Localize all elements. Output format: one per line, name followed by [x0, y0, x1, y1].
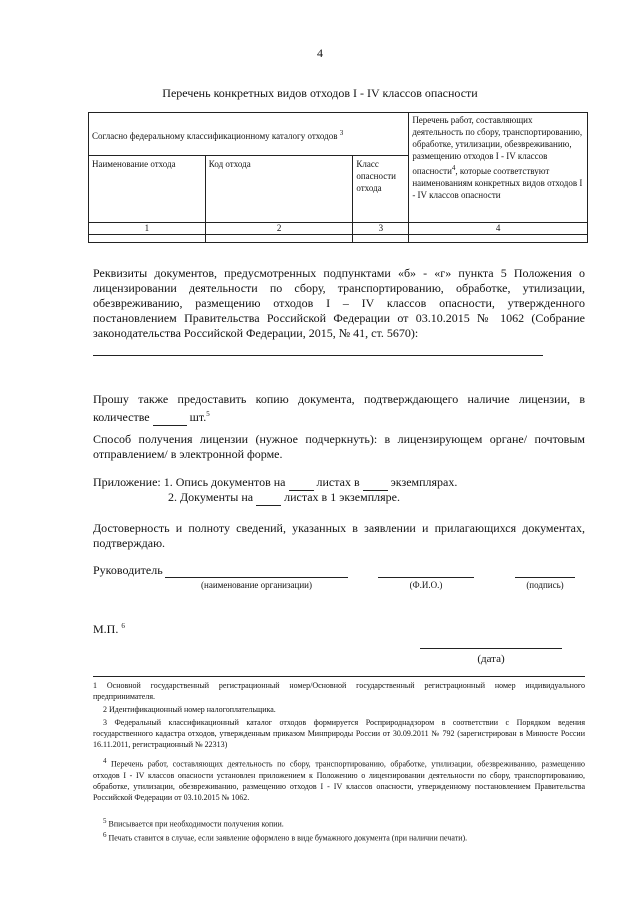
organization-caption: (наименование организации) [201, 580, 312, 590]
stamp-label [93, 622, 125, 637]
footnote-3 [93, 717, 585, 750]
works-header-cell [409, 113, 588, 223]
page-title: Перечень конкретных видов отходов I - IV классов опасности [162, 86, 478, 100]
organization-name-line[interactable] [165, 577, 348, 578]
requisites-paragraph: Реквизиты документов, предусмотренных подпунктами «б» - «г» пункта 5 Положения о лицензировании деятельности по сбору, транспортированию, обработке, утилизации, обезвреживанию, размещению отходов I – IV классов опасности, утвержденного постановлением Правительства Российской Федерации от 03.10.2015 № 1062 (Собрание законодательства Российской Федерации, 2015, № 41, ст. 5670): [93, 266, 585, 340]
col-header-name: Наименование отхода [89, 156, 206, 223]
stamp-footnote-mark: 6 [121, 622, 125, 630]
signature-line[interactable] [515, 577, 575, 578]
footnote-mark: 1 [93, 681, 97, 690]
fio-line[interactable] [378, 577, 474, 578]
date-line[interactable] [420, 648, 562, 649]
works-header-footnote-mark: 4 [451, 164, 456, 172]
footnote-4 [93, 756, 585, 803]
works-header-tail: , которые соответствуют наименованиям конкретных видов отходов I - IV классов опасности [412, 166, 583, 200]
catalog-header-footnote-mark: 3 [339, 128, 344, 137]
attachment-2-text-2: листах в 1 экземпляре. [284, 490, 400, 504]
copy-count-blank[interactable] [153, 410, 187, 426]
table-row-empty-cell[interactable] [409, 235, 588, 243]
attachments-line-2 [168, 489, 400, 506]
footnote-text: Печать ставится в случае, если заявление оформлено в виде бумажного документа (при наличии печати). [108, 833, 468, 843]
col-number-2: 2 [205, 223, 353, 235]
footnote-5 [93, 816, 585, 830]
footnote-mark: 3 [103, 718, 107, 727]
stamp-text: М.П. [93, 622, 119, 636]
copy-request-text: Прошу также предоставить копию документа, подтверждающего наличие лицензии, в количестве [93, 392, 585, 424]
copy-request-footnote-mark: 5 [206, 410, 210, 418]
page-number: 4 [317, 46, 323, 60]
table-row-empty-cell[interactable] [353, 235, 409, 243]
col-number-4: 4 [409, 223, 588, 235]
copy-request-unit: шт. [189, 410, 207, 424]
table-row-empty-cell[interactable] [89, 235, 206, 243]
attachment-1-text: 1. Опись документов на [163, 475, 286, 489]
footnote-mark: 5 [103, 817, 107, 825]
method-paragraph: Способ получения лицензии (нужное подчеркнуть): в лицензирующем органе/ почтовым отправлением/ в электронной форме. [93, 432, 585, 461]
catalog-header-cell [89, 113, 409, 156]
footnote-mark: 4 [103, 757, 107, 765]
col-header-class: Класс опасности отхода [353, 156, 409, 223]
footnote-mark: 6 [103, 831, 107, 839]
attachment-2-text: 2. Документы на [168, 490, 254, 504]
footnote-text: Перечень работ, составляющих деятельность по сбору, транспортированию, обработке, утилизации, обезвреживанию, размещению отходов I - IV классов опасности установлен приложением к Положению о лицензировании деятельности по сбору, транспортированию, обработке, утилизации, обезвреживанию, размещению отходов I - IV классов опасности, утвержденному постановлением Правительства Российской Федерации от 03.10.2015 № 1062. [93, 759, 586, 802]
head-label: Руководитель [93, 563, 163, 577]
footnotes-divider [93, 676, 585, 677]
confirmation-paragraph: Достоверность и полноту сведений, указанных в заявлении и прилагающихся документах, подтверждаю. [93, 521, 585, 550]
footnote-mark: 2 [103, 705, 107, 714]
copy-request-paragraph [93, 392, 585, 426]
attachments-label: Приложение: [93, 475, 161, 489]
waste-types-table [88, 112, 588, 243]
col-number-1: 1 [89, 223, 206, 235]
attachment-2-pages-blank[interactable] [256, 489, 281, 506]
attachment-1-text-3: экземплярах. [390, 475, 458, 489]
col-header-code: Код отхода [205, 156, 353, 223]
footnote-1 [93, 680, 585, 702]
attachment-1-text-2: листах в [316, 475, 360, 489]
footnote-text: Вписывается при необходимости получения копии. [108, 819, 284, 829]
date-caption: (дата) [477, 653, 505, 665]
footnote-text: Основной государственный регистрационный номер/Основной государственный регистрационный номер индивидуального предпринимателя. [93, 681, 585, 701]
table-row-empty-cell[interactable] [205, 235, 353, 243]
col-number-3: 3 [353, 223, 409, 235]
footnote-text: Идентификационный номер налогоплательщика. [109, 705, 276, 714]
catalog-header: Согласно федеральному классификационному каталогу отходов [92, 130, 338, 141]
works-header: Перечень работ, составляющих деятельность по сбору, транспортированию, обработке, утилизации, обезвреживанию, размещению отходов I - IV классов опасности [412, 115, 583, 176]
footnote-6 [93, 830, 585, 844]
footnote-2 [93, 704, 585, 715]
signature-caption: (подпись) [526, 580, 564, 590]
fio-caption: (Ф.И.О.) [409, 580, 443, 590]
requisites-fill-line[interactable] [93, 355, 543, 356]
footnote-text: Федеральный классификационный каталог отходов формируется Росприроднадзором в соответствии с Порядком ведения государственного кадастра отходов, утвержденным приказом Минприроды России от 30.09.2011 № 792 (зарегистрирован в Минюсте России 16.11.2011, регистрационный № 22313) [93, 718, 586, 749]
